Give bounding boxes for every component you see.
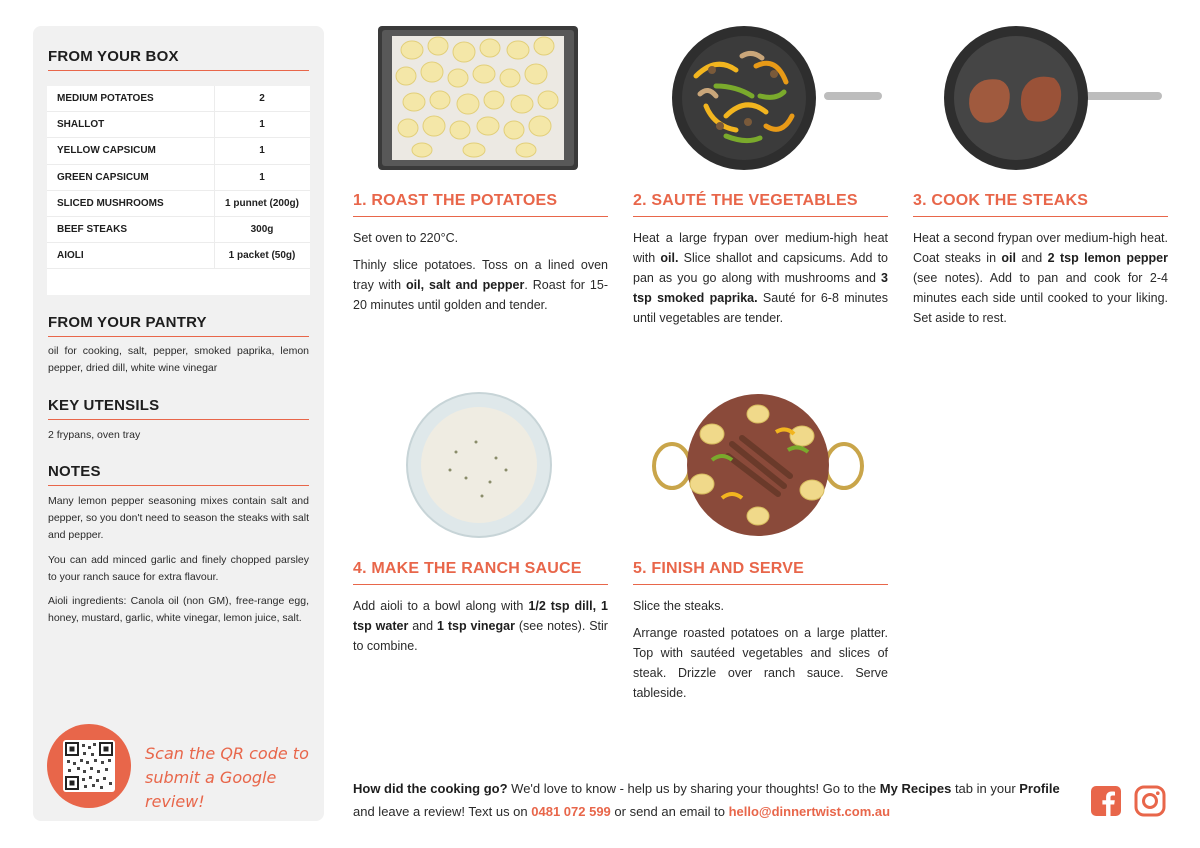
table-row (47, 217, 310, 243)
ingredient-qty: 2 (259, 93, 265, 105)
email-link[interactable]: hello@dinnertwist.com.au (728, 804, 891, 819)
notes-paragraph: Aioli ingredients: Canola oil (non GM), free-range egg, honey, mustard, garlic, white vinegar, lemon juice, salt. (48, 595, 309, 624)
step-rule (913, 216, 1168, 217)
ingredient-qty: 1 (259, 119, 265, 131)
step-4-text: Add aioli to a bowl along with 1/2 tsp dill, 1 tsp water and 1 tsp vinegar (see notes). Stir to combine. (353, 599, 608, 653)
profile-link[interactable]: Profile (1019, 781, 1060, 796)
from-your-pantry-heading: FROM YOUR PANTRY (48, 314, 207, 331)
ingredient-name: SLICED MUSHROOMS (57, 197, 164, 209)
step-2-title: 2. SAUTÉ THE VEGETABLES (633, 192, 858, 209)
ingredient-name: MEDIUM POTATOES (57, 93, 154, 105)
step-rule (353, 584, 608, 585)
notes-paragraph: You can add minced garlic and finely chopped parsley to your ranch sauce for extra flavour. (48, 554, 309, 583)
ingredient-qty: 1 packet (50g) (228, 250, 296, 262)
ranch-sauce-image (406, 392, 552, 538)
notes-heading: NOTES (48, 463, 101, 480)
step-5-title: 5. FINISH AND SERVE (633, 560, 804, 577)
step-rule (633, 216, 888, 217)
roast-potatoes-image (378, 26, 578, 170)
table-row (47, 191, 310, 217)
ingredient-qty: 1 (259, 145, 265, 157)
ingredient-qty: 300g (250, 224, 274, 236)
heading-rule (48, 70, 309, 71)
instagram-icon[interactable] (1134, 785, 1166, 817)
heading-rule (48, 485, 309, 486)
finish-serve-image (652, 394, 864, 536)
cook-steaks-image (942, 26, 1162, 170)
qr-tagline: Scan the QR code to submit a Google review! (145, 744, 309, 811)
utensils-text: 2 frypans, oven tray (48, 429, 141, 441)
table-row (47, 86, 310, 112)
table-row (47, 243, 310, 269)
step-1-title: 1. ROAST THE POTATOES (353, 192, 558, 209)
ingredient-name: SHALLOT (57, 119, 105, 131)
step-4-title: 4. MAKE THE RANCH SAUCE (353, 560, 582, 577)
saute-vegetables-image (656, 26, 882, 170)
ingredient-name: BEEF STEAKS (57, 224, 128, 236)
from-your-box-heading: FROM YOUR BOX (48, 48, 179, 65)
ingredient-name: AIOLI (57, 250, 84, 262)
qr-code-icon (63, 740, 115, 792)
qr-badge (47, 724, 131, 808)
ingredient-name: GREEN CAPSICUM (57, 171, 149, 183)
ingredients-table (47, 86, 310, 295)
key-utensils-heading: KEY UTENSILS (48, 397, 160, 414)
phone-link[interactable]: 0481 072 599 (531, 804, 611, 819)
table-row (47, 138, 310, 164)
notes-paragraph: Many lemon pepper seasoning mixes contain salt and pepper, so you don't need to season the steaks with salt and pepper. (48, 495, 309, 541)
step-3-title: 3. COOK THE STEAKS (913, 192, 1089, 209)
ingredient-name: YELLOW CAPSICUM (57, 145, 156, 157)
footer-feedback: How did the cooking go? We'd love to know - help us by sharing your thoughts! Go to the My Recipes tab in your Profile and leave a review! Text us on 0481 072 599 or send an email to hello@dinnertwist.com.au (353, 781, 1060, 819)
sidebar (33, 26, 324, 821)
step-1-text-1: Set oven to 220°C. (353, 231, 459, 245)
step-5-text-2: Arrange roasted potatoes on a large platter. Top with sautéed vegetables and slices of steak. Drizzle over ranch sauce. Serve tableside. (633, 626, 888, 700)
heading-rule (48, 336, 309, 337)
heading-rule (48, 419, 309, 420)
pantry-text: oil for cooking, salt, pepper, smoked paprika, lemon pepper, dried dill, white wine vinegar (48, 345, 309, 374)
table-row (47, 165, 310, 191)
ingredient-qty: 1 (259, 171, 265, 183)
step-rule (353, 216, 608, 217)
my-recipes-link[interactable]: My Recipes (879, 781, 952, 796)
step-rule (633, 584, 888, 585)
table-row (47, 112, 310, 138)
ingredient-qty: 1 punnet (200g) (225, 197, 299, 209)
facebook-icon[interactable] (1090, 785, 1122, 817)
qr-code[interactable] (63, 740, 115, 792)
step-2-text: Heat a large frypan over medium-high heat with oil. Slice shallot and capsicums. Add to pan as you go along with mushrooms and 3 tsp smoked paprika. Sauté for 6-8 minutes until vegetables are tender. (633, 231, 889, 325)
step-5-text-1: Slice the steaks. (633, 599, 725, 613)
step-3-text: Heat a second frypan over medium-high heat. Coat steaks in oil and 2 tsp lemon pepper (see notes). Add to pan and cook for 2-4 minutes each side until cooked to your liking. Set aside to rest. (913, 231, 1168, 325)
step-1-text-2: Thinly slice potatoes. Toss on a lined oven tray with oil, salt and pepper. Roast for 15-20 minutes until golden and tender. (353, 258, 608, 312)
